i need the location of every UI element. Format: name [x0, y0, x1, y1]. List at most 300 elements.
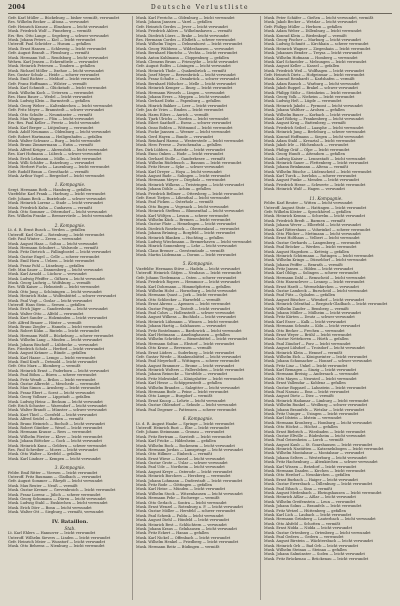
casualty-entry: Musk. Georg Fischer — Marburg — leicht verwundet [264, 37, 362, 42]
casualty-entry: Feldw. Karl Reuter — Witten — leicht verwundet [264, 201, 353, 206]
casualty-entry: Musk. Johann Braunfels — Wetzlar — leicht verwundet [264, 407, 365, 412]
casualty-entry: Musk. Wilhelm Henkel — Friedberg — leicht verwundet [136, 540, 239, 545]
casualty-entry: Musk. Wilhelm Koch — Uetersen — verwundet [8, 90, 94, 95]
casualty-entry: Musk. Anton Kuhlmann — Cloppenburg — gefallen [136, 55, 229, 60]
casualty-entry: Musk. Heinrich Orb — Bad Orb — leicht verwundet [264, 543, 359, 548]
casualty-entry: Musk. Jakob Irle — Hilchenbach — verwundet [264, 143, 349, 148]
casualty-entry: Musk. Otto Rugen — Vegesack — leicht verwundet [136, 204, 229, 209]
casualty-entry: Gefr. Rudolf Braun — Geesthacht — vermißt [8, 169, 89, 174]
casualty-entry: Musk. Hermann Meyer — Diepholz — verwundet [136, 178, 226, 183]
casualty-entry: Musk. Wilhelm Steinau — Steinau — gefallen [264, 548, 347, 553]
casualty-entry: Musk. Paul Cohrs — Hollenstedt — schwer verwundet [136, 310, 235, 315]
casualty-entry: Musk. Heinrich Lorenz — Stade — leicht verwundet [8, 201, 103, 206]
casualty-entry: Musk. Hermann Grünberg — Lauterbach — leicht verwundet [264, 517, 376, 522]
casualty-entry: Musk. Karl Wöltjen — Lesum — schwer verwundet [136, 213, 229, 218]
casualty-entry: Musk. Ernst Wiese — Dassel — leicht verwundet [136, 456, 225, 461]
casualty-entry: Musk. August Funke — Menden — leicht verwundet [264, 178, 360, 183]
casualty-entry: Res. Willi Kaiser — Helmstedt — leicht verwundet [8, 285, 100, 290]
casualty-entry: Res. Wilhelm Franke — Bremervörde — leicht verwundet [8, 214, 113, 219]
casualty-entry: Res. Wilhelm Becker — Altona — verwundet [8, 20, 89, 25]
casualty-entry: Musk. Ernst Vallendar — Koblenz — gefallen [264, 381, 346, 386]
casualty-entry: Musk. August Lülsdorf — Troisdorf — leicht verwundet [264, 346, 365, 351]
casualty-entry: Gefr. August Sommer — Rheydt — leicht verwundet [8, 479, 103, 484]
casualty-entry: Musk. Johann Salmünster — Soden — leicht verwundet [264, 552, 365, 557]
casualty-entry: Musk. Adolf Neumann — Oldenburg — leicht verwundet [8, 130, 111, 135]
casualty-entry: Gefr. Johann Tiedemann — Osten — schwer verwundet [136, 275, 237, 280]
casualty-entry: Gefr. Johann Beck — Buxtehude — schwer verwundet [8, 196, 106, 201]
casualty-entry: Musk. Robert Kühn — Rinteln — leicht verwundet [8, 329, 100, 334]
casualty-entry: Musk. Karl Rittershaus — Vohwinkel — schwer verwundet [264, 227, 371, 232]
casualty-entry: Musk. Karl Schneider — Melsungen — leicht verwundet [264, 59, 367, 64]
casualty-entry: Musk. Georg Weber — Kaltenkirchen — leicht verwundet [8, 103, 113, 108]
casualty-entry: Musk. Georg Ludwig — Wolfsburg — vermißt [8, 281, 91, 286]
casualty-entry: Musk. Gustav Ohlendorf — Sehnde — leicht verwundet [136, 403, 237, 408]
casualty-entry: Musk. Clemens Bruns — Friesoythe — leicht verwundet [136, 59, 238, 64]
casualty-entry: Musk. Hermann Breisig — Andernach — verwundet [264, 372, 359, 377]
casualty-entry: Musk. Ludwig Klein — Barmstedt — gefallen [8, 99, 90, 104]
casualty-entry: Musk. Gustav Albrecht — Meschede — verwundet [8, 382, 100, 387]
casualty-entry: Musk. Georg Volk — Nieheim — leicht verwundet [264, 95, 355, 100]
casualty-entry: Musk. Johann Evers — Meppen — leicht verwundet [136, 95, 230, 100]
casualty-entry: Musk. Fritz Jansen — Hilden — leicht verwundet [264, 267, 354, 272]
casualty-entry: Musk. Wilhelm Zander — Bensberg — vermißt [264, 306, 349, 311]
casualty-entry: Musk. Otto Höchst — Höchst — gefallen [264, 425, 338, 430]
casualty-entry: Musk. Alfred Krüger — Ahrensbök — leicht verwundet [8, 147, 108, 152]
casualty-entry: Musk. Kurt Sander — Holzminden — leicht verwundet [8, 316, 108, 321]
casualty-entry: Musk. Eilert Saathoff — Esens — schwer verwundet [136, 121, 232, 126]
casualty-entry: Musk. Friedrich Kuhn — Cuxhaven — vermißt [8, 205, 93, 210]
casualty-entry: Musk. Otto Plücker — Mettmann — leicht verwundet [264, 231, 361, 236]
casualty-entry: Musk. Wilhelm Bock — Bockenem — leicht verwundet [136, 443, 235, 448]
casualty-entry: Musk. Ernst Hansen — Schleswig — leicht verwundet [8, 46, 107, 51]
casualty-entry: Musk. Heinrich Kemna — Schwelm — leicht verwundet [264, 214, 366, 219]
casualty-entry: Musk. Johann Lohmann — Duderstadt — leicht verwundet [136, 478, 243, 483]
casualty-entry: Musk. Wilhelm Montabaur — Montabaur — verwundet [264, 451, 365, 456]
casualty-entry: Musk. Friedrich Weil — Wolfhagen — leicht verwundet [264, 68, 365, 73]
casualty-entry: Musk. Heinrich Thole — Quakenbrück — vermißt [136, 68, 227, 73]
casualty-entry: Gefr. Erich Schuster — Warendorf — leicht verwundet [8, 404, 107, 408]
casualty-entry: Musk. Karl Haase — Lemgo — leicht verwundet [8, 355, 96, 360]
casualty-entry: Musk. Herbert Fuchs — Lauenburg — leicht verwundet [8, 165, 110, 170]
casualty-entry: Musk. Wilhelm Rüsche — Lüdenscheid — leicht verwundet [264, 169, 372, 174]
casualty-entry: Musk. Gustav Boppard — Lahnstein — leicht verwundet [264, 385, 367, 390]
casualty-entry: Musk. Heinrich Hadamar — Limburg — leicht verwundet [264, 398, 369, 403]
casualty-entry: Sergt. Hermann Roth — Hamburg — gefallen [8, 188, 91, 193]
casualty-entry: Unteroff. Paul Schröder — Husum — gefallen [8, 42, 91, 47]
company-heading: 5. Kompagnie. [182, 261, 214, 267]
casualty-entry: Musk. Paul Nassau — Ems — leicht verwundet [264, 390, 350, 395]
casualty-entry: Musk. August Wilkens — Buchholz — leicht verwundet [136, 315, 237, 320]
casualty-entry: Res. Friedrich Scholz — Herford — leicht verwundet [8, 346, 105, 351]
casualty-entry: Musk. August Birstein — Wächtersbach — leicht verwundet [264, 539, 373, 544]
casualty-entry: Musk. Alfred Seidel — Borken — vermißt [8, 417, 84, 422]
casualty-entry: Musk. Franz Ebert — Soest — leicht verwundet [8, 390, 95, 395]
casualty-entry: Musk. Willi Schäfer — Ratzeburg — verwundet [8, 160, 95, 165]
casualty-entry: Gefr. Fritz Meyer — Bramstedt — schwer verwundet [8, 108, 104, 113]
casualty-entry: Musk. August Medenbach — Ehringshausen — leicht verwundet [264, 491, 382, 495]
casualty-entry: Musk. Ernst Lüders — Suderburg — leicht verwundet [136, 350, 235, 355]
casualty-entry: Musk. Walter Otto — Alfeld — verwundet [8, 311, 84, 316]
casualty-entry: Musk. Otto Jung — Schöningen — leicht verwundet [8, 289, 102, 294]
casualty-entry: Gefr. Ernst Tietjen — Lilienthal — leicht verwundet [136, 196, 230, 201]
casualty-entry: Musk. Max Simon — Arnsberg — leicht verwundet [8, 386, 101, 391]
casualty-entry: Musk. Gustav Gerhards — Langenberg — verwundet [264, 240, 361, 245]
casualty-entry: Musk. Otto Alsfeld — Schotten — vermißt [264, 521, 341, 526]
casualty-entry: Musk. Wilhelm Runkel — Weilburg — schwer verwundet [264, 403, 368, 408]
casualty-entry: Musk. Ludwig Heß — Lügde — verwundet [264, 99, 342, 104]
casualty-entry: Musk. Johann Walther — Arolsen — gefallen [264, 108, 345, 113]
casualty-entry: Musk. Heinrich Jung — Berleburg — schwer verwundet [264, 130, 366, 135]
casualty-entry: Musk. Hinrich Sonnenberg — Lehe — leicht verwundet [136, 244, 237, 249]
casualty-entry: Gefr. Karl Müller — Bückeburg — bisher vermißt, verwundet [8, 16, 120, 20]
casualty-entry: Unteroff. Heinrich Rust — Elze — leicht verwundet [136, 425, 230, 430]
casualty-entry: Musk. Bruno Ziegler — Hameln — leicht verwundet [8, 324, 103, 329]
casualty-entry: Musk. Heinrich Wolters — Fallersleben — leicht verwundet [136, 368, 245, 373]
casualty-entry: Musk. August Bade — Sulingen — leicht verwundet [136, 174, 231, 179]
casualty-entry: Musk. Fritz Linz — Unkel — leicht verwundet [264, 363, 348, 368]
casualty-entry: Musk. Hermann Schmitz — Köln — leicht verwundet [264, 324, 361, 329]
casualty-entry: Musk. Ludwig Heinz — Beckum — leicht verwundet [8, 399, 103, 404]
casualty-entry: Gefr. Gustav Wrede — Hankensbüttel — leicht verwundet [136, 354, 241, 359]
casualty-entry: Musk. Kurt Thiel — Coesfeld — leicht verwundet [8, 412, 98, 417]
casualty-entry: Musk. Ernst Holthaus — Velbert — leicht verwundet [264, 236, 360, 241]
casualty-entry: Res. Paul Schreiber — Moers — leicht verwundet [8, 447, 98, 452]
casualty-entry: Musk. Johann Kraus — Gelnhausen — leicht verwundet [136, 526, 237, 531]
casualty-entry: Unteroff. Heinrich Gätjen — Neuhaus — leicht verwundet [136, 271, 242, 276]
casualty-entry: Musk. Wilhelm Brandes — Salzgitter — leicht verwundet [136, 385, 240, 390]
casualty-entry: Musk. Ernst Nidda — Nidda — leicht verwundet [264, 526, 353, 531]
casualty-entry: Gefr. Paul Winter — Zeven — verwundet [8, 237, 82, 242]
casualty-entry: Musk. Otto Kruse — Bevensen — vermißt [136, 346, 212, 351]
casualty-entry: Gefr. Heinrich Gerdes — Jever — leicht verwundet [136, 24, 228, 29]
casualty-entry: Musk. Bernhard Hinrichs — Vechta — leicht verwundet [136, 51, 238, 56]
casualty-entry: Musk. Wilhelm Schröder — Bienenbüttel — leicht verwundet [136, 337, 248, 342]
casualty-entry: Musk. Jakob Ruppel — Brakel — schwer verwundet [264, 86, 358, 91]
casualty-entry: Musk. Gerhard Stolle — Ganderkesee — vermißt [136, 156, 226, 161]
casualty-entry: Musk. Josef Meyer — Bersenbrück — leicht verwundet [136, 73, 236, 78]
casualty-entry: Musk. Johann Böttcher — Goch — leicht verwundet [8, 439, 102, 444]
casualty-entry: Musk. Ernst Hardt — Wermelskirchen — verwundet [264, 284, 359, 289]
casualty-entry: Musk. August Haas — Soltau — leicht verwundet [8, 241, 98, 246]
column-2 [136, 16, 260, 600]
casualty-entry: Musk. Philipp Gräf — Olpe — leicht verwundet [264, 147, 350, 152]
casualty-entry: Vizefeldw. Karl Frank — Harburg — leicht verwundet [8, 192, 106, 197]
casualty-entry: Unteroff. Fritz Baumann — Gladbach — verwundet [8, 475, 102, 480]
casualty-entry: Musk. Friedrich Seibel — Laasphe — leicht verwundet [264, 125, 364, 130]
casualty-entry: Res. Gustav Schulz — Heide — schwer verwundet [8, 73, 100, 78]
casualty-entry: Musk. Bruno Zimmermann — Eutin — vermißt [8, 143, 93, 148]
casualty-entry: Gefr. Heinrich Dietz — Hofgeismar — leicht verwundet [264, 73, 365, 78]
casualty-entry: Musk. Fritz Wendt — Brilon — leicht verwundet [8, 377, 96, 382]
casualty-entry: Musk. Karl Dohrmann — Himmelpforten — gefallen [136, 284, 231, 289]
casualty-entry: Lt. Karl Ehlers — Hannover — leicht verwundet [8, 531, 96, 536]
casualty-entry: Musk. Karl Hesse — Schöppenstedt — gefallen [136, 381, 222, 386]
casualty-entry: Musk. Johann Peiffer — Benrath — vermißt [264, 262, 343, 267]
casualty-entry: Musk. Heinrich Wulf — Hagen — verwundet [264, 187, 345, 192]
casualty-entry: Musk. Erich Dörr — Bonn — leicht verwundet [8, 505, 92, 510]
casualty-entry: Musk. Paul Zündorf — Porz — leicht verwundet [264, 341, 351, 346]
company-heading: 3. Kompagnie. [54, 465, 86, 471]
casualty-entry: Musk. Otto Walter — Krefeld — gefallen [8, 452, 82, 457]
page-title: Deutsche Verlustliste [150, 4, 250, 11]
casualty-entry: Musk. Otto Becker — Frechen — verwundet [264, 328, 345, 333]
casualty-entry: Musk. Heinrich Petersen — Tondern — gefallen [8, 64, 95, 69]
casualty-entry: Musk. Franz Schulte — Osnabrück — schwer verwundet [136, 77, 240, 82]
casualty-entry: Musk. Ernst Burbach — Haiger — leicht verwundet [264, 477, 358, 482]
casualty-entry: Musk. Wilhelm Tönjes — Delmenhorst — leicht verwundet [136, 42, 243, 47]
casualty-entry: Musk. Walter Brandt — Münster — schwer verwundet [8, 408, 107, 413]
casualty-entry: Musk. Gerhard Dirks — Papenburg — gefallen [136, 99, 221, 104]
casualty-entry: Musk. August Kreye — Osterode — leicht verwundet [136, 469, 233, 474]
section-heading: IV. Bataillon. [51, 518, 89, 525]
casualty-entry: Musk. Friedrich Ahlers — Wilhelmshaven — vermißt [136, 29, 232, 34]
casualty-entry: Musk. Otto Hasenclever — Lennep — leicht verwundet [264, 280, 365, 285]
casualty-entry: Musk. Hermann Krause — Rees — verwundet [8, 430, 92, 435]
casualty-entry: Musk. Peter Schäfer — Gießen — leicht verwundet, vermißt [264, 16, 374, 20]
casualty-entry: Musk. Ernst Ahrens — Apensen — leicht verwundet [136, 302, 231, 307]
casualty-entry: Musk. August Keller — Kassel — gefallen [264, 64, 340, 69]
casualty-entry: Musk. Tjark Ulrichs — Norden — leicht verwundet [136, 116, 229, 121]
casualty-entry: Musk. Heinrich Lühmann — Winsen — leicht verwundet [136, 319, 239, 324]
casualty-entry: Musk. Heinrich Nastätten — Katzenelnbogen — leicht verwundet [264, 447, 384, 452]
casualty-entry: Musk. Paul Ude — Northeim — leicht verwundet [136, 465, 225, 470]
casualty-entry: Musk. August Krämer — Bünde — gefallen [8, 351, 87, 356]
casualty-entry: Gefr. Heinrich Krause — Elmshorn — leicht verwundet [8, 24, 108, 29]
casualty-entry: Res. Kurt Hofmann — Lübeck — schwer verwundet [8, 152, 102, 157]
casualty-entry: Musk. Fritz Wetzel — Hüttenberg — gefallen [264, 508, 346, 513]
casualty-entry: Musk. Heinrich Hahn — Wolfenbüttel — schwer verwundet [8, 294, 117, 299]
company-heading: Stab. [64, 525, 76, 531]
casualty-entry: Musk. Johann Selters — Westerburg — leicht verwundet [264, 455, 367, 460]
casualty-entry: Musk. Ernst Weyer — Brühl — leicht verwundet [264, 332, 352, 337]
casualty-entry: Musk. Johann Reinecke — Vorsfelde — verwundet [136, 372, 228, 377]
casualty-entry: Musk. Johann Brüning — Borgfeld — leicht verwundet [136, 231, 236, 236]
casualty-entry: Musk. Karl Schmidt — Glückstadt — leicht verwundet [8, 86, 107, 91]
casualty-entry: Musk. Johann Janssen — Varel — gefallen [136, 20, 212, 25]
casualty-entry: Musk. Claus Bremer — Geestemünde — vermißt [136, 248, 225, 253]
casualty-entry: Musk. Ludwig Stahl — Euskirchen — leicht verwundet [8, 501, 108, 506]
casualty-entry: Gefr. Johann Steinmann — Gronau — verwundet [136, 430, 225, 435]
casualty-entry: Musk. Otto Gerlach — Sontra — leicht verwundet [136, 500, 227, 505]
casualty-entry: Musk. August Dietz — Diez — vermißt [264, 394, 334, 399]
casualty-entry: Musk. Wilhelm Lang — Minden — leicht verwundet [8, 338, 102, 343]
casualty-entry: Musk. Hermann Jordan — Lamspringe — leicht verwundet [136, 447, 243, 452]
casualty-entry: Musk. Johann Döhle — Achim — gefallen [136, 187, 211, 192]
casualty-entry: Musk. Hermann Voß — Rendsburg — leicht verwundet [8, 55, 108, 60]
casualty-entry: Musk. Ludwig Pfeiffer — Gifhorn — leicht verwundet [8, 276, 105, 281]
casualty-entry: Musk. Georg Schumann — Düren — leicht verwundet [8, 497, 106, 502]
casualty-entry: Musk. Hermann Bode — Peine — leicht verwundet [136, 390, 229, 395]
casualty-entry: Musk. Otto Mayen — Neuwied — leicht verwundet [264, 376, 357, 381]
casualty-entry: Musk. Karl Idstein — Idstein — verwundet [264, 416, 342, 421]
casualty-entry: Musk. Jakob Becker — Wetzlar — leicht verwundet [264, 20, 357, 25]
casualty-entry: Musk. Paul Degener — Pattensen — schwer verwundet [136, 407, 237, 412]
casualty-entry: Musk. Johann Bischoff — Lübbecke — verwundet [8, 342, 98, 347]
casualty-entry: Musk. Paul Schenk — Fulda — leicht verwundet [136, 513, 224, 518]
casualty-entry: Musk. Karl Turck — Iserlohn — schwer verwundet [264, 174, 357, 179]
column-3 [264, 16, 388, 600]
casualty-entry: Gefr. August Brandt — Flensburg — vermißt [8, 51, 90, 56]
casualty-entry: Unteroff. August Stute — Hattingen — leicht verwundet [264, 205, 367, 210]
casualty-entry: Musk. Otto Behrens — Nienburg — leicht verwundet [8, 544, 105, 549]
casualty-entry: Musk. Georg Wübbens — Wildeshausen — verwundet [136, 46, 234, 51]
casualty-entry: Musk. Karl Lindner — Kempen — leicht verwundet [8, 456, 101, 461]
casualty-entry: Gefr. Robert Hartmann — Heiligenhafen — gefallen [8, 134, 103, 139]
casualty-entry: Musk. Reinhard Harms — Westerstede — leicht verwundet [136, 138, 244, 143]
casualty-entry: Musk. Friedrich Ropers — Hemmoor — leicht verwundet [136, 280, 240, 285]
casualty-entry: Musk. Otto Lampe — Burgdorf — vermißt [136, 394, 213, 399]
page-number: 2004 [8, 4, 26, 11]
casualty-entry: Musk. Max Reuter — Neuß — vermißt [8, 483, 78, 488]
casualty-entry: Musk. Fritz Bertram — Sarstedt — leicht verwundet [136, 434, 232, 439]
casualty-entry: Musk. Ernst Wenzel — Rotenburg a. F. — leicht verwundet [136, 504, 243, 509]
casualty-entry: Musk. Paul Ficken — Osterholz — vermißt [136, 200, 214, 205]
casualty-entry: Musk. Ernst Knoop — Lehrte — leicht verwundet [136, 398, 226, 403]
casualty-entry: Musk. Johannes Bender — Treysa — leicht verwundet [264, 51, 363, 56]
casualty-entry: Musk. Heinrich Best — Schlüchtern — verwundet [136, 522, 227, 527]
casualty-entry: Musk. Adam Weber — Dillenburg — leicht verwundet [264, 29, 362, 34]
casualty-entry: Musk. Hermann Wessels — Lingen — verwundet [136, 90, 225, 95]
casualty-entry: Musk. Fritz Rode — Göttingen — gefallen [136, 483, 212, 488]
casualty-entry: Musk. Hermann Dahl — Remscheid — leicht verwundet [264, 275, 366, 280]
casualty-entry: Musk. Wilhelm Kück — Bremen — leicht verwundet [136, 217, 231, 222]
casualty-entry: Musk. Fritz Eckert — Hanau — gefallen [136, 531, 209, 536]
casualty-entry: Musk. Harm Eilers — Aurich — vermißt [136, 112, 209, 117]
casualty-entry: Musk. Ludwig Kaiser — Lennestadt — leicht verwundet [264, 156, 366, 161]
casualty-entry: Musk. Johann Hartig — Salzhausen — verwundet [136, 324, 226, 329]
casualty-entry: Musk. Hero Freese — Zwischenahn — gefallen [136, 143, 222, 148]
casualty-entry: Musk. Karl Nickel — Offenbach — leicht verwundet [136, 535, 231, 540]
casualty-entry: Musk. Johann Müller — Mülheim — leicht verwundet [264, 310, 361, 315]
casualty-entry: Musk. Focke Janssen — Weener — leicht verwundet [136, 130, 231, 135]
casualty-entry: Musk. Paul Gedern — Gedern — verwundet [264, 534, 344, 539]
casualty-entry: Musk. Heinrich Steffens — Blumenthal — leicht verwundet [136, 209, 244, 214]
casualty-entry: Musk. Konrad Klein — Biedenkopf — vermißt [264, 33, 347, 38]
casualty-entry: Musk. Franz Pohl — Lüneburg — gefallen [8, 263, 85, 268]
casualty-entry: Musk. Diedrich Lüers — Brake — leicht verwundet [136, 33, 229, 38]
casualty-entry: Musk. Hermann Soltau — Ebstorf — leicht verwundet [136, 341, 235, 346]
casualty-entry: Musk. Otto Schliecker — Harsefeld — vermißt [136, 297, 221, 302]
casualty-entry: Musk. Wilhelm Greifenstein — Leun — verwundet [264, 499, 356, 504]
casualty-entry: Ers.-Res. Paul Keller — Preetz — leicht verwundet [8, 121, 100, 126]
casualty-entry: Musk. Karl Röhrig — Frankenberg — leicht verwundet [264, 116, 364, 121]
casualty-entry: Lt. d. R. Ernst Busch — Verden — gefallen [8, 228, 86, 233]
casualty-entry: Musk. Fritz Heuer — Syke — schwer verwundet [136, 165, 224, 170]
casualty-entry: Musk. Karl Remagen — Sinzig — leicht verwundet [264, 368, 357, 373]
casualty-entry: Musk. Erich Lehmann — Mölln — leicht verwundet [8, 156, 102, 161]
casualty-entry: Musk. Paul Pütz — Opladen — gefallen [264, 293, 336, 298]
casualty-entry: Musk. Karl Heise — Münden — leicht verwundet [136, 487, 226, 492]
casualty-entry: Musk. Gerd Hayen — Bunde — verwundet [136, 134, 214, 139]
casualty-entry: Musk. Ernst Biebrich — Wiesbaden — leicht verwundet [264, 429, 366, 434]
casualty-entry: Musk. Otto Herdorf — Neunkirchen — gefallen [264, 473, 351, 478]
casualty-entry: Musk. Paul Geisenheim — Lorch — vermißt [264, 438, 344, 443]
casualty-entry: Musk. Wilhelm Holst — Horneburg — leicht verwundet [136, 289, 237, 294]
casualty-entry: Musk. August Kaub — St. Goarshausen — leicht verwundet [264, 442, 373, 447]
casualty-entry: Musk. Friedrich Hesse — Schwerte — leicht verwundet [264, 182, 366, 187]
casualty-entry: Musk. Hermann Schubert — Walsrode — vermißt [8, 245, 99, 250]
casualty-entry: Musk. August Brammer — Brome — leicht verwundet [136, 363, 235, 368]
casualty-entry: Musk. Paul Meyerhoff — Wittingen — schwer verwundet [136, 359, 240, 364]
casualty-entry: Musk. Hermann Quast — Jork — leicht verwundet [136, 293, 228, 298]
casualty-entry: Musk. Arthur Vogel — Bergedorf — leicht verwundet [8, 174, 105, 179]
casualty-entry: Musk. Heinrich Aßlar — Aßlar — leicht verwundet [264, 495, 356, 500]
casualty-entry: Musk. Gustav Ortenberg — Ortenberg — leicht verwundet [264, 530, 371, 535]
casualty-entry: Musk. Johann Schumacher — Honnef — schwer verwundet [264, 359, 372, 364]
casualty-entry: Musk. Konrad Hoffmann — Siegen — leicht verwundet [264, 134, 364, 139]
casualty-entry: Musk. Onno Bohlen — Wittmund — leicht verwundet [136, 125, 233, 130]
company-heading: 2. Kompagnie. [54, 222, 86, 228]
casualty-entry: Musk. Karl Berger — Lütjenburg — verwundet [8, 125, 94, 130]
casualty-entry: Musk. Georg Hundt — Attendorn — gefallen [264, 152, 345, 157]
casualty-entry: Musk. Otto Hillmer — Einbeck — vermißt [136, 452, 213, 457]
casualty-entry: Musk. Gustav Engel — Celle — schwer verwundet [8, 254, 100, 259]
casualty-entry: Musk. Robert Günther — Wesel — leicht verwundet [8, 425, 103, 430]
casualty-entry: Musk. Heinrich Klein — Hennef — vermißt [264, 350, 343, 355]
casualty-entry: Musk. Heinrich Borchers — Herzberg — verwundet [136, 474, 231, 479]
casualty-entry: Gefr. Philipp Müller — Herborn — gefallen [264, 24, 342, 29]
casualty-entry: Gefr. August Rolfes — Löningen — leicht verwundet [136, 64, 231, 69]
casualty-entry: Musk. Emil Richter — Meldorf — leicht verwundet [8, 77, 101, 82]
casualty-entry: Musk. Paul Eibach — Sinn — vermißt [264, 486, 333, 491]
casualty-entry: Unteroff. Wilhelm Sievers — Linden — leicht verwundet [8, 535, 111, 540]
casualty-entry: Musk. Heinrich Wilkens — Twistringen — leicht verwundet [136, 182, 245, 187]
casualty-entry: Musk. Johann Solms — Braunfels — leicht verwundet [264, 504, 362, 509]
casualty-entry: Musk. August Diehl — Hünfeld — leicht verwundet [136, 518, 230, 523]
casualty-entry: Musk. August Krug — Battenberg — vermißt [264, 121, 346, 126]
casualty-entry: Musk. Karl Dreyer — Hoya — leicht verwundet [136, 169, 222, 174]
casualty-entry: Musk. Diedrich Rosebrock — Oberneuland — verwundet [136, 226, 240, 231]
casualty-entry: Musk. Otto Schulte — Neumünster — vermißt [8, 112, 93, 117]
casualty-entry: Gefr. Max Sauer — Dannenberg — leicht verwundet [8, 267, 103, 272]
casualty-entry: Musk. Karl Lich — Laubach — leicht verwundet [264, 512, 352, 517]
casualty-entry: Musk. Friedrich Bellmer — Ottersberg — leicht verwundet [136, 191, 244, 196]
casualty-entry: Musk. Karl Heitmann — Amelinghausen — gefallen [136, 332, 230, 337]
casualty-entry: Musk. Heinrich Blanken — Huchting — gefallen [136, 235, 224, 240]
casualty-entry: Musk. Karl Wissen — Betzdorf — leicht verwundet [264, 464, 357, 469]
casualty-entry: Feldw. Emil Ritter — Viersen — leicht verwundet [8, 470, 98, 475]
casualty-entry: Gefr. Franz Hoffmann — Wilster — vermißt [8, 81, 87, 86]
casualty-entry: Musk. Heinrich Kunz — Geldern — schwer verwundet [8, 443, 107, 448]
casualty-entry: Musk. Gustav Prigge — Tostedt — leicht verwundet [136, 306, 231, 311]
casualty-entry: Musk. August Büscher — Wiesdorf — leicht verwundet [264, 297, 365, 302]
casualty-entry: Musk. Karl Fricke — Hildesheim — gefallen [136, 439, 216, 444]
casualty-entry: Musk. Paul Bröcker — Werden — leicht verwundet [264, 245, 357, 250]
casualty-entry: Gefr. Wilhelm Köster — Sprockhövel — gefallen [264, 210, 351, 214]
casualty-entry: Musk. Ludwig Schmitt — Kirchhain — schwer verwundet [264, 42, 369, 47]
casualty-entry: Musk. Fritz Hachenburg — Altenkirchen — schwer verwundet [264, 460, 378, 465]
casualty-entry: Gefr. Alfred Brauer — Höxter — vermißt [8, 320, 82, 325]
column-divider [132, 16, 133, 600]
header-rule [8, 13, 392, 14]
casualty-entry: Musk. Fritz Kürten — Deutz — schwer verwundet [264, 315, 355, 320]
casualty-entry: Musk. Walter Ott — Siegburg — vermißt, verwundet [8, 510, 104, 515]
casualty-entry: Musk. Wilhelm Förster — Kleve — leicht verwundet [8, 434, 103, 439]
casualty-entry: Musk. Paul Vogt — Goslar — leicht verwundet [8, 298, 92, 303]
casualty-entry: Musk. Gustav Möller — Hersfeld — schwer verwundet [136, 509, 236, 514]
casualty-entry: Musk. Gustav Lambeck — Burscheid — leicht verwundet [264, 289, 368, 294]
casualty-entry: Musk. Fritz Mohwinkel — Königslutter — leicht verwundet [136, 376, 244, 381]
casualty-entry: Res. Dirk Lübben — Rastede — leicht verwundet [136, 147, 226, 152]
casualty-entry: Musk. Fritz Bostelmann — Bardowick — leicht verwundet [136, 328, 242, 333]
casualty-entry: Musk. Max Wagner — Plön — leicht verwundet [8, 116, 94, 121]
casualty-entry: Musk. Wilhelm Bauer — Korbach — leicht verwundet [264, 112, 362, 117]
casualty-entry: Gefr. Otto Marx — Blomberg — vermißt [8, 364, 81, 369]
casualty-entry: Gefr. Heinrich Meier — Wunstorf — leicht verwundet [8, 539, 106, 544]
casualty-entry: Musk. Adam Stahl — Kreuztal — leicht verwundet [264, 138, 356, 143]
casualty-entry: Musk. Johann Wever — Elberfeld — leicht verwundet [264, 223, 361, 228]
running-head [8, 3, 392, 13]
